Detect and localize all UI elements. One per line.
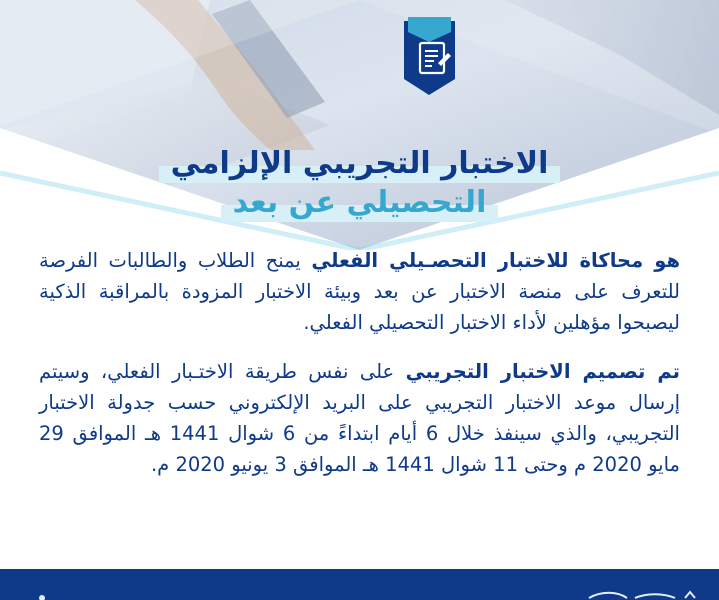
page-title <box>0 145 719 183</box>
paragraph-one-text: يمنح الطلاب والطالبات الفرصة للتعرف على منصة الاختبار عن بعد وبيئة الاختبار المزودة بالمراقبة الذكية ليصبحوا مؤهلين لأداء الاختبار التحصيلي الفعلي. <box>39 249 680 334</box>
footer-bar <box>0 569 719 600</box>
page-title-text: الاختبار التجريبي الإلزامي <box>159 145 561 183</box>
page-subtitle <box>0 184 719 222</box>
footer-left-mark-icon <box>30 569 54 600</box>
paragraph-one <box>39 245 680 338</box>
content-block <box>39 245 680 480</box>
paragraph-two-text: على نفس طريقة الاختـبار الفعلي، وسيتم إرسال موعد الاختبار التجريبي على البريد الإلكتروني حسب جدولة الاختبار التجريبي، والذي سينفذ خلال 6 أيام ابتداءً من 6 شوال 1441 هـ الموافق 29 مايو 2020 م وحتى 11 شوال 1441 هـ الموافق 3 يونيو 2020 م. <box>39 360 680 476</box>
page-subtitle-text: التحصيلي عن بعد <box>221 184 499 222</box>
footer-logo-icon <box>581 569 701 600</box>
paragraph-two-lead: تم تصميم الاختبار التجريبي <box>405 360 680 383</box>
paragraph-one-lead: هو محاكاة للاختبار التحصـيلي الفعلي <box>311 249 680 272</box>
paragraph-two <box>39 356 680 480</box>
document-edit-icon <box>404 17 455 95</box>
